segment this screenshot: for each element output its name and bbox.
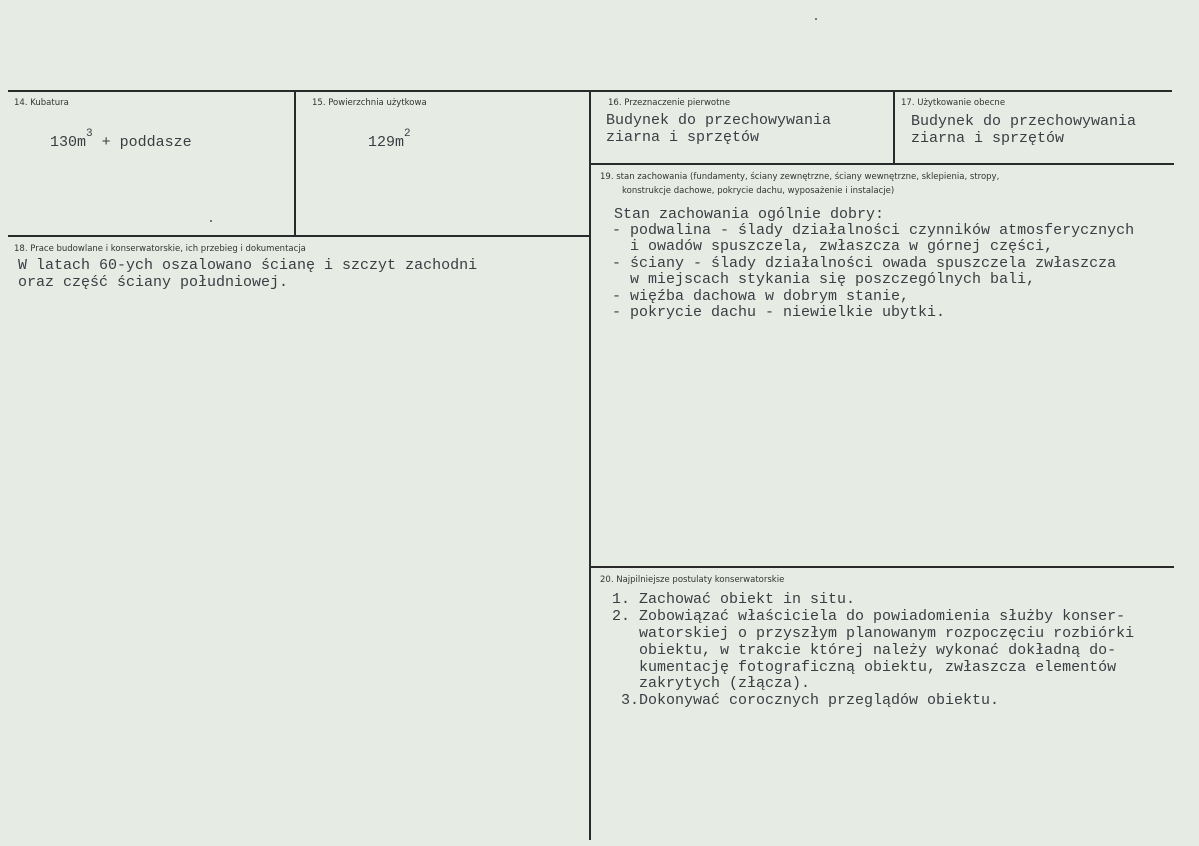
field-19-line-3: i owadów spuszczela, zwłaszcza w górnej części, <box>612 238 1054 255</box>
field-20-line-4: obiektu, w trakcie której należy wykonać dokładną do- <box>612 642 1117 659</box>
field-16-line-1: Budynek do przechowywania <box>606 112 832 129</box>
field-16-label: 16. Przeznaczenie pierwotne <box>608 98 731 108</box>
field-14-value <box>50 130 192 151</box>
speck <box>815 18 817 20</box>
volume-suffix: + poddasze <box>92 134 192 151</box>
volume-value: 130m <box>50 134 87 151</box>
volume-exponent: 3 <box>86 128 93 140</box>
field-18-line-1: W latach 60-ych oszalowano ścianę i szczyt zachodni <box>18 257 478 274</box>
field-19-line-5: w miejscach stykania się poszczególnych bali, <box>612 271 1036 288</box>
field-20-line-1: 1. Zachować obiekt in situ. <box>612 591 856 608</box>
field-19-label-line-1: 19. stan zachowania (fundamenty, ściany zewnętrzne, ściany wewnętrzne, sklepienia, stropy, <box>600 172 1000 182</box>
field-15-label: 15. Powierzchnia użytkowa <box>312 98 427 108</box>
field-15-value <box>368 130 411 151</box>
field-20-line-5: kumentację fotograficzną obiektu, zwłaszcza elementów <box>612 659 1117 676</box>
speck <box>210 220 212 222</box>
field-20-line-7: 3.Dokonywać corocznych przeglądów obiektu. <box>612 692 1000 709</box>
divider-left-right <box>589 90 591 840</box>
area-value: 129m <box>368 134 405 151</box>
field-17-line-2: ziarna i sprzętów <box>911 130 1065 147</box>
field-19-label-line-2: konstrukcje dachowe, pokrycie dachu, wyposażenie i instalacje) <box>622 186 895 196</box>
field-19-line-1: Stan zachowania ogólnie dobry: <box>614 206 885 223</box>
field-20-line-3: watorskiej o przyszłym planowanym rozpoczęciu rozbiórki <box>612 625 1135 642</box>
field-14-label: 14. Kubatura <box>14 98 69 108</box>
field-16-line-2: ziarna i sprzętów <box>606 129 760 146</box>
field-20-line-6: zakrytych (złącza). <box>612 675 811 692</box>
field-17-line-1: Budynek do przechowywania <box>911 113 1137 130</box>
field-18-line-2: oraz część ściany południowej. <box>18 274 289 291</box>
field-18-label: 18. Prace budowlane i konserwatorskie, ich przebieg i dokumentacja <box>14 244 306 254</box>
field-17-label: 17. Użytkowanie obecne <box>901 98 1006 108</box>
field-19-line-7: - pokrycie dachu - niewielkie ubytki. <box>612 304 946 321</box>
divider-14-15 <box>294 90 296 237</box>
field-20-line-2: 2. Zobowiązać właściciela do powiadomienia służby konser- <box>612 608 1126 625</box>
rule-under-16-17 <box>590 163 1174 165</box>
rule-under-19 <box>590 566 1174 568</box>
field-19-line-4: - ściany - ślady działalności owada spuszczela zwłaszcza <box>612 255 1117 272</box>
field-19-line-6: - więźba dachowa w dobrym stanie, <box>612 288 910 305</box>
rule-under-14-15 <box>8 235 590 237</box>
field-20-label: 20. Najpilniejsze postulaty konserwatorskie <box>600 575 785 585</box>
field-19-line-2: - podwalina - ślady działalności czynników atmosferycznych <box>612 222 1135 239</box>
area-exponent: 2 <box>404 128 411 140</box>
divider-16-17 <box>893 90 895 164</box>
